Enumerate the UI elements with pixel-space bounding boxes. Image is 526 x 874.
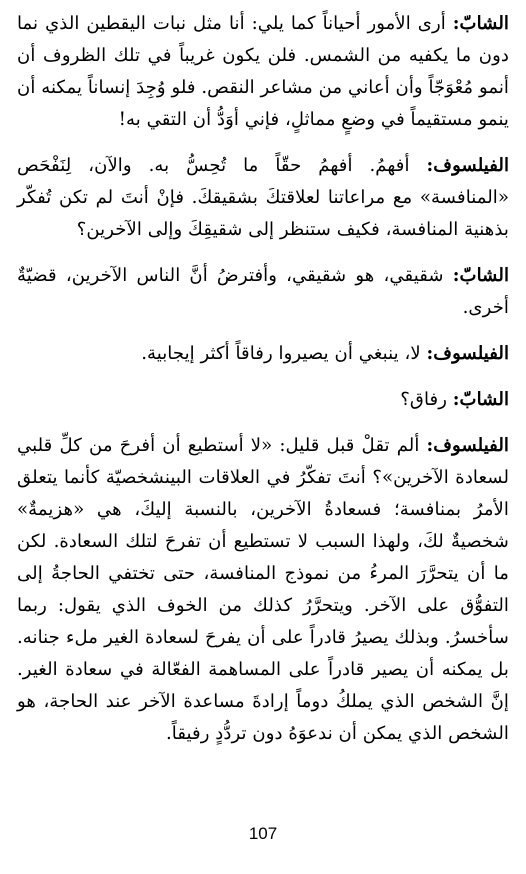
paragraph-text: رفاق؟ bbox=[400, 389, 447, 410]
speaker-label: الفيلسوف: bbox=[426, 435, 509, 456]
speaker-label: الفيلسوف: bbox=[426, 155, 509, 176]
dialogue-paragraph bbox=[17, 8, 509, 136]
page-content bbox=[17, 8, 509, 750]
dialogue-paragraph bbox=[17, 338, 509, 370]
paragraph-text: شقيقي، هو شقيقي، وأفترضُ أنَّ الناس الآخرين، قضيّةٌ أخرى. bbox=[17, 265, 509, 318]
dialogue-paragraph bbox=[17, 384, 509, 416]
paragraph-text: أفهمُ. أفهمُ حقّاً ما تُحِسُّ به. والآن، لِنَفْحَص «المنافسة» مع مراعاتنا لعلاقتكَ بشقيقكَ. فإنْ أنتَ لم تكن تُفكّر بذهنية المنافسة، فكيف ستنظر إلى شقيقِكَ وإلى الآخرين؟ bbox=[17, 155, 509, 240]
speaker-label: الشابّ: bbox=[452, 13, 509, 34]
paragraph-text: أرى الأمور أحياناً كما يلي: أنا مثل نبات اليقطين الذي نما دون ما يكفيه من الشمس. فلن يكون غريباً في تلك الظروف أن أنمو مُعْوَجّاً وأن أعاني من مشاعر النقص. فلو وُجِدَ إنساناً يمكنه أن ينمو مستقيماً في وضعٍ مماثلٍ، فإني أوَدُّ أن التقي به! bbox=[17, 13, 509, 130]
dialogue-paragraph bbox=[17, 260, 509, 324]
speaker-label: الشابّ: bbox=[452, 389, 509, 410]
paragraph-text: لا، ينبغي أن يصيروا رفاقاً أكثر إيجابية. bbox=[141, 343, 421, 364]
page-number: 107 bbox=[248, 824, 278, 843]
speaker-label: الفيلسوف: bbox=[426, 343, 509, 364]
paragraph-text: ألم تقلْ قبل قليل: «لا أستطيع أن أفرحَ من كلِّ قلبي لسعادة الآخرين»؟ أنتَ تفكّرُ في العلاقات البينشخصيّة كأنما يتعلق الأمرُ بمنافسة؛ فسعادةُ الآخرين، بالنسبة إليكَ، هي «هزيمةٌ» شخصيةٌ لكَ، ولهذا السبب لا تستطيع أن تفرحَ لتلك السعادة. لكن ما أن يتحرَّرَ المرءُ من نموذج المنافسة، حتى تختفي الحاجةُ إلى التفوُّق على الآخر. ويتحرَّرُ كذلك من الخوف الذي يقول: ربما سأخسرُ. وبذلك يصيرُ قادراً على أن يفرحَ لسعادة الغير ملء جنانه. بل يمكنه أن يصير قادراً على المساهمة الفعّالة في سعادة الغير. إنَّ الشخص الذي يملكُ دوماً إرادةَ مساعدة الآخر عند الحاجة، هو الشخص الذي يمكن أن ندعوَهُ دون تردُّدٍ رفيقاً. bbox=[17, 435, 509, 744]
speaker-label: الشابّ: bbox=[452, 265, 509, 286]
dialogue-paragraph bbox=[17, 150, 509, 246]
dialogue-paragraph bbox=[17, 430, 509, 750]
